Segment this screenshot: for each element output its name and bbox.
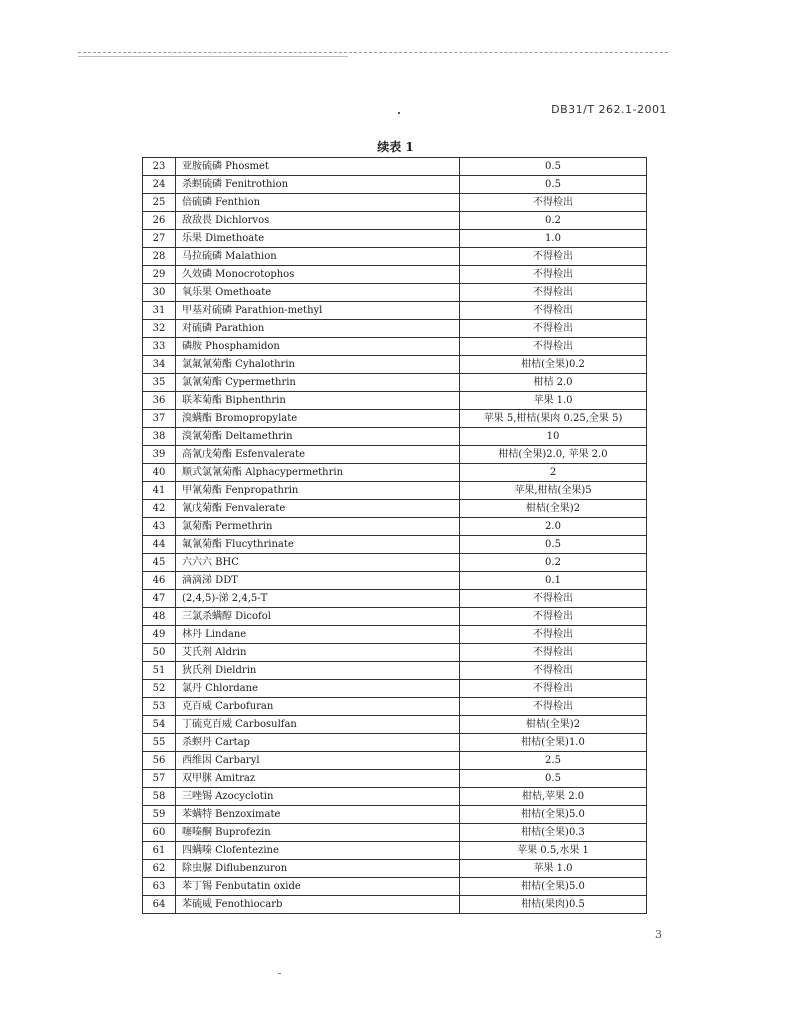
limit-value-cell: 柑桔(全果)2	[460, 716, 647, 734]
substance-name-cell: 艾氏剂 Aldrin	[176, 644, 460, 662]
row-number-cell: 56	[143, 752, 176, 770]
row-number-cell: 39	[143, 446, 176, 464]
limit-value-cell: 柑桔(全果)5.0	[460, 878, 647, 896]
row-number-cell: 37	[143, 410, 176, 428]
row-number-cell: 45	[143, 554, 176, 572]
substance-name-cell: 丁硫克百威 Carbosulfan	[176, 716, 460, 734]
table-row	[143, 230, 647, 248]
table-row	[143, 788, 647, 806]
limit-value-cell: 0.5	[460, 158, 647, 176]
substance-name-cell: 苯螨特 Benzoximate	[176, 806, 460, 824]
substance-name-cell: 杀螟丹 Cartap	[176, 734, 460, 752]
limit-value-cell: 不得检出	[460, 662, 647, 680]
limit-value-cell: 不得检出	[460, 284, 647, 302]
row-number-cell: 64	[143, 896, 176, 914]
limit-value-cell: 柑桔 2.0	[460, 374, 647, 392]
row-number-cell: 32	[143, 320, 176, 338]
limit-value-cell: 柑桔,苹果 2.0	[460, 788, 647, 806]
row-number-cell: 38	[143, 428, 176, 446]
table-row	[143, 878, 647, 896]
row-number-cell: 44	[143, 536, 176, 554]
limit-value-cell: 2.0	[460, 518, 647, 536]
table-row	[143, 536, 647, 554]
substance-name-cell: 杀螟硫磷 Fenitrothion	[176, 176, 460, 194]
limit-value-cell: 不得检出	[460, 266, 647, 284]
table-row	[143, 464, 647, 482]
row-number-cell: 24	[143, 176, 176, 194]
limit-value-cell: 0.5	[460, 176, 647, 194]
substance-name-cell: 甲氰菊酯 Fenpropathrin	[176, 482, 460, 500]
table-row	[143, 554, 647, 572]
table-row	[143, 338, 647, 356]
substance-name-cell: 噻嗪酮 Buprofezin	[176, 824, 460, 842]
table-row	[143, 680, 647, 698]
row-number-cell: 29	[143, 266, 176, 284]
substance-name-cell: 六六六 BHC	[176, 554, 460, 572]
table-row	[143, 770, 647, 788]
table-row	[143, 518, 647, 536]
substance-name-cell: 氯氰菊酯 Cypermethrin	[176, 374, 460, 392]
substance-name-cell: 倍硫磷 Fenthion	[176, 194, 460, 212]
scan-speck	[398, 112, 400, 114]
row-number-cell: 31	[143, 302, 176, 320]
row-number-cell: 47	[143, 590, 176, 608]
row-number-cell: 34	[143, 356, 176, 374]
table-row	[143, 662, 647, 680]
substance-name-cell: 克百威 Carbofuran	[176, 698, 460, 716]
document-code: DB31/T 262.1-2001	[551, 103, 667, 116]
row-number-cell: 33	[143, 338, 176, 356]
limit-value-cell: 柑桔(全果)0.3	[460, 824, 647, 842]
limit-value-cell: 不得检出	[460, 194, 647, 212]
limit-value-cell: 2	[460, 464, 647, 482]
table-row	[143, 212, 647, 230]
table-row	[143, 716, 647, 734]
limit-value-cell: 苹果 1.0	[460, 860, 647, 878]
substance-name-cell: 甲基对硫磷 Parathion-methyl	[176, 302, 460, 320]
row-number-cell: 59	[143, 806, 176, 824]
table-row	[143, 284, 647, 302]
table-body	[143, 158, 647, 914]
row-number-cell: 42	[143, 500, 176, 518]
limit-value-cell: 0.2	[460, 212, 647, 230]
limit-value-cell: 苹果 5,柑桔(果肉 0.25,全果 5)	[460, 410, 647, 428]
row-number-cell: 53	[143, 698, 176, 716]
row-number-cell: 62	[143, 860, 176, 878]
row-number-cell: 61	[143, 842, 176, 860]
row-number-cell: 36	[143, 392, 176, 410]
substance-name-cell: 氯丹 Chlordane	[176, 680, 460, 698]
limit-value-cell: 柑桔(全果)2.0, 苹果 2.0	[460, 446, 647, 464]
limit-value-cell: 柑桔(全果)0.2	[460, 356, 647, 374]
substance-name-cell: 三氯杀螨醇 Dicofol	[176, 608, 460, 626]
row-number-cell: 41	[143, 482, 176, 500]
row-number-cell: 27	[143, 230, 176, 248]
scan-speck-bottom	[278, 973, 281, 974]
substance-name-cell: 氟氰菊酯 Flucythrinate	[176, 536, 460, 554]
row-number-cell: 58	[143, 788, 176, 806]
table-row	[143, 626, 647, 644]
substance-name-cell: 乐果 Dimethoate	[176, 230, 460, 248]
table-row	[143, 752, 647, 770]
table-row	[143, 698, 647, 716]
limit-value-cell: 不得检出	[460, 590, 647, 608]
limit-value-cell: 不得检出	[460, 698, 647, 716]
substance-name-cell: 双甲脒 Amitraz	[176, 770, 460, 788]
table-row	[143, 842, 647, 860]
substance-name-cell: 联苯菊酯 Biphenthrin	[176, 392, 460, 410]
limit-value-cell: 不得检出	[460, 680, 647, 698]
limit-value-cell: 不得检出	[460, 338, 647, 356]
row-number-cell: 35	[143, 374, 176, 392]
table-row	[143, 734, 647, 752]
row-number-cell: 43	[143, 518, 176, 536]
row-number-cell: 23	[143, 158, 176, 176]
table-row	[143, 356, 647, 374]
substance-name-cell: 敌敌畏 Dichlorvos	[176, 212, 460, 230]
table-row	[143, 410, 647, 428]
substance-name-cell: 苯硫威 Fenothiocarb	[176, 896, 460, 914]
row-number-cell: 26	[143, 212, 176, 230]
substance-name-cell: 溴螨酯 Bromopropylate	[176, 410, 460, 428]
row-number-cell: 50	[143, 644, 176, 662]
substance-name-cell: 磷胺 Phosphamidon	[176, 338, 460, 356]
row-number-cell: 48	[143, 608, 176, 626]
limit-value-cell: 0.5	[460, 536, 647, 554]
substance-name-cell: 亚胺硫磷 Phosmet	[176, 158, 460, 176]
limit-value-cell: 不得检出	[460, 248, 647, 266]
limit-value-cell: 苹果 0.5,水果 1	[460, 842, 647, 860]
row-number-cell: 63	[143, 878, 176, 896]
table-row	[143, 572, 647, 590]
limit-value-cell: 柑桔(全果)5.0	[460, 806, 647, 824]
substance-name-cell: 狄氏剂 Dieldrin	[176, 662, 460, 680]
substance-name-cell: 对硫磷 Parathion	[176, 320, 460, 338]
substance-name-cell: 四螨嗪 Clofentezine	[176, 842, 460, 860]
row-number-cell: 30	[143, 284, 176, 302]
limit-value-cell: 不得检出	[460, 644, 647, 662]
table-row	[143, 194, 647, 212]
limit-value-cell: 柑桔(果肉)0.5	[460, 896, 647, 914]
table-row	[143, 608, 647, 626]
limit-value-cell: 0.2	[460, 554, 647, 572]
row-number-cell: 57	[143, 770, 176, 788]
limit-value-cell: 0.5	[460, 770, 647, 788]
limit-value-cell: 不得检出	[460, 608, 647, 626]
substance-name-cell: 溴氰菊酯 Deltamethrin	[176, 428, 460, 446]
limit-value-cell: 1.0	[460, 230, 647, 248]
substance-name-cell: 顺式氯氰菊酯 Alphacypermethrin	[176, 464, 460, 482]
header-rule	[78, 52, 668, 53]
row-number-cell: 54	[143, 716, 176, 734]
limit-value-cell: 2.5	[460, 752, 647, 770]
table-caption: 续表 1	[377, 140, 414, 154]
substance-name-cell: 氧乐果 Omethoate	[176, 284, 460, 302]
table-row	[143, 446, 647, 464]
row-number-cell: 60	[143, 824, 176, 842]
substance-name-cell: 西维因 Carbaryl	[176, 752, 460, 770]
row-number-cell: 49	[143, 626, 176, 644]
table-row	[143, 248, 647, 266]
substance-name-cell: 除虫脲 Diflubenzuron	[176, 860, 460, 878]
row-number-cell: 28	[143, 248, 176, 266]
table-row	[143, 158, 647, 176]
substance-name-cell: 滴滴涕 DDT	[176, 572, 460, 590]
table-row	[143, 176, 647, 194]
substance-name-cell: 氯氟氰菊酯 Cyhalothrin	[176, 356, 460, 374]
limit-value-cell: 不得检出	[460, 320, 647, 338]
limit-value-cell: 柑桔(全果)1.0	[460, 734, 647, 752]
substance-name-cell: 氯菊酯 Permethrin	[176, 518, 460, 536]
header-rule-secondary	[78, 56, 348, 57]
table-row	[143, 824, 647, 842]
table-row	[143, 482, 647, 500]
table-row	[143, 428, 647, 446]
table-row	[143, 590, 647, 608]
row-number-cell: 55	[143, 734, 176, 752]
table-row	[143, 644, 647, 662]
substance-name-cell: 久效磷 Monocrotophos	[176, 266, 460, 284]
row-number-cell: 51	[143, 662, 176, 680]
table-row	[143, 374, 647, 392]
page-number: 3	[655, 928, 662, 941]
limit-value-cell: 柑桔(全果)2	[460, 500, 647, 518]
substance-name-cell: (2,4,5)-涕 2,4,5-T	[176, 590, 460, 608]
table-row	[143, 860, 647, 878]
limit-value-cell: 苹果,柑桔(全果)5	[460, 482, 647, 500]
substance-name-cell: 林丹 Lindane	[176, 626, 460, 644]
substance-name-cell: 氰戊菊酯 Fenvalerate	[176, 500, 460, 518]
pesticide-residue-table	[142, 157, 647, 914]
table-row	[143, 392, 647, 410]
table-row	[143, 266, 647, 284]
row-number-cell: 40	[143, 464, 176, 482]
table-row	[143, 500, 647, 518]
limit-value-cell: 10	[460, 428, 647, 446]
substance-name-cell: 马拉硫磷 Malathion	[176, 248, 460, 266]
table-row	[143, 806, 647, 824]
row-number-cell: 52	[143, 680, 176, 698]
substance-name-cell: 高氰戊菊酯 Esfenvalerate	[176, 446, 460, 464]
table-row	[143, 302, 647, 320]
row-number-cell: 25	[143, 194, 176, 212]
substance-name-cell: 苯丁锡 Fenbutatin oxide	[176, 878, 460, 896]
limit-value-cell: 不得检出	[460, 302, 647, 320]
table-row	[143, 896, 647, 914]
limit-value-cell: 不得检出	[460, 626, 647, 644]
limit-value-cell: 苹果 1.0	[460, 392, 647, 410]
substance-name-cell: 三唑锡 Azocyclotin	[176, 788, 460, 806]
table-row	[143, 320, 647, 338]
row-number-cell: 46	[143, 572, 176, 590]
limit-value-cell: 0.1	[460, 572, 647, 590]
